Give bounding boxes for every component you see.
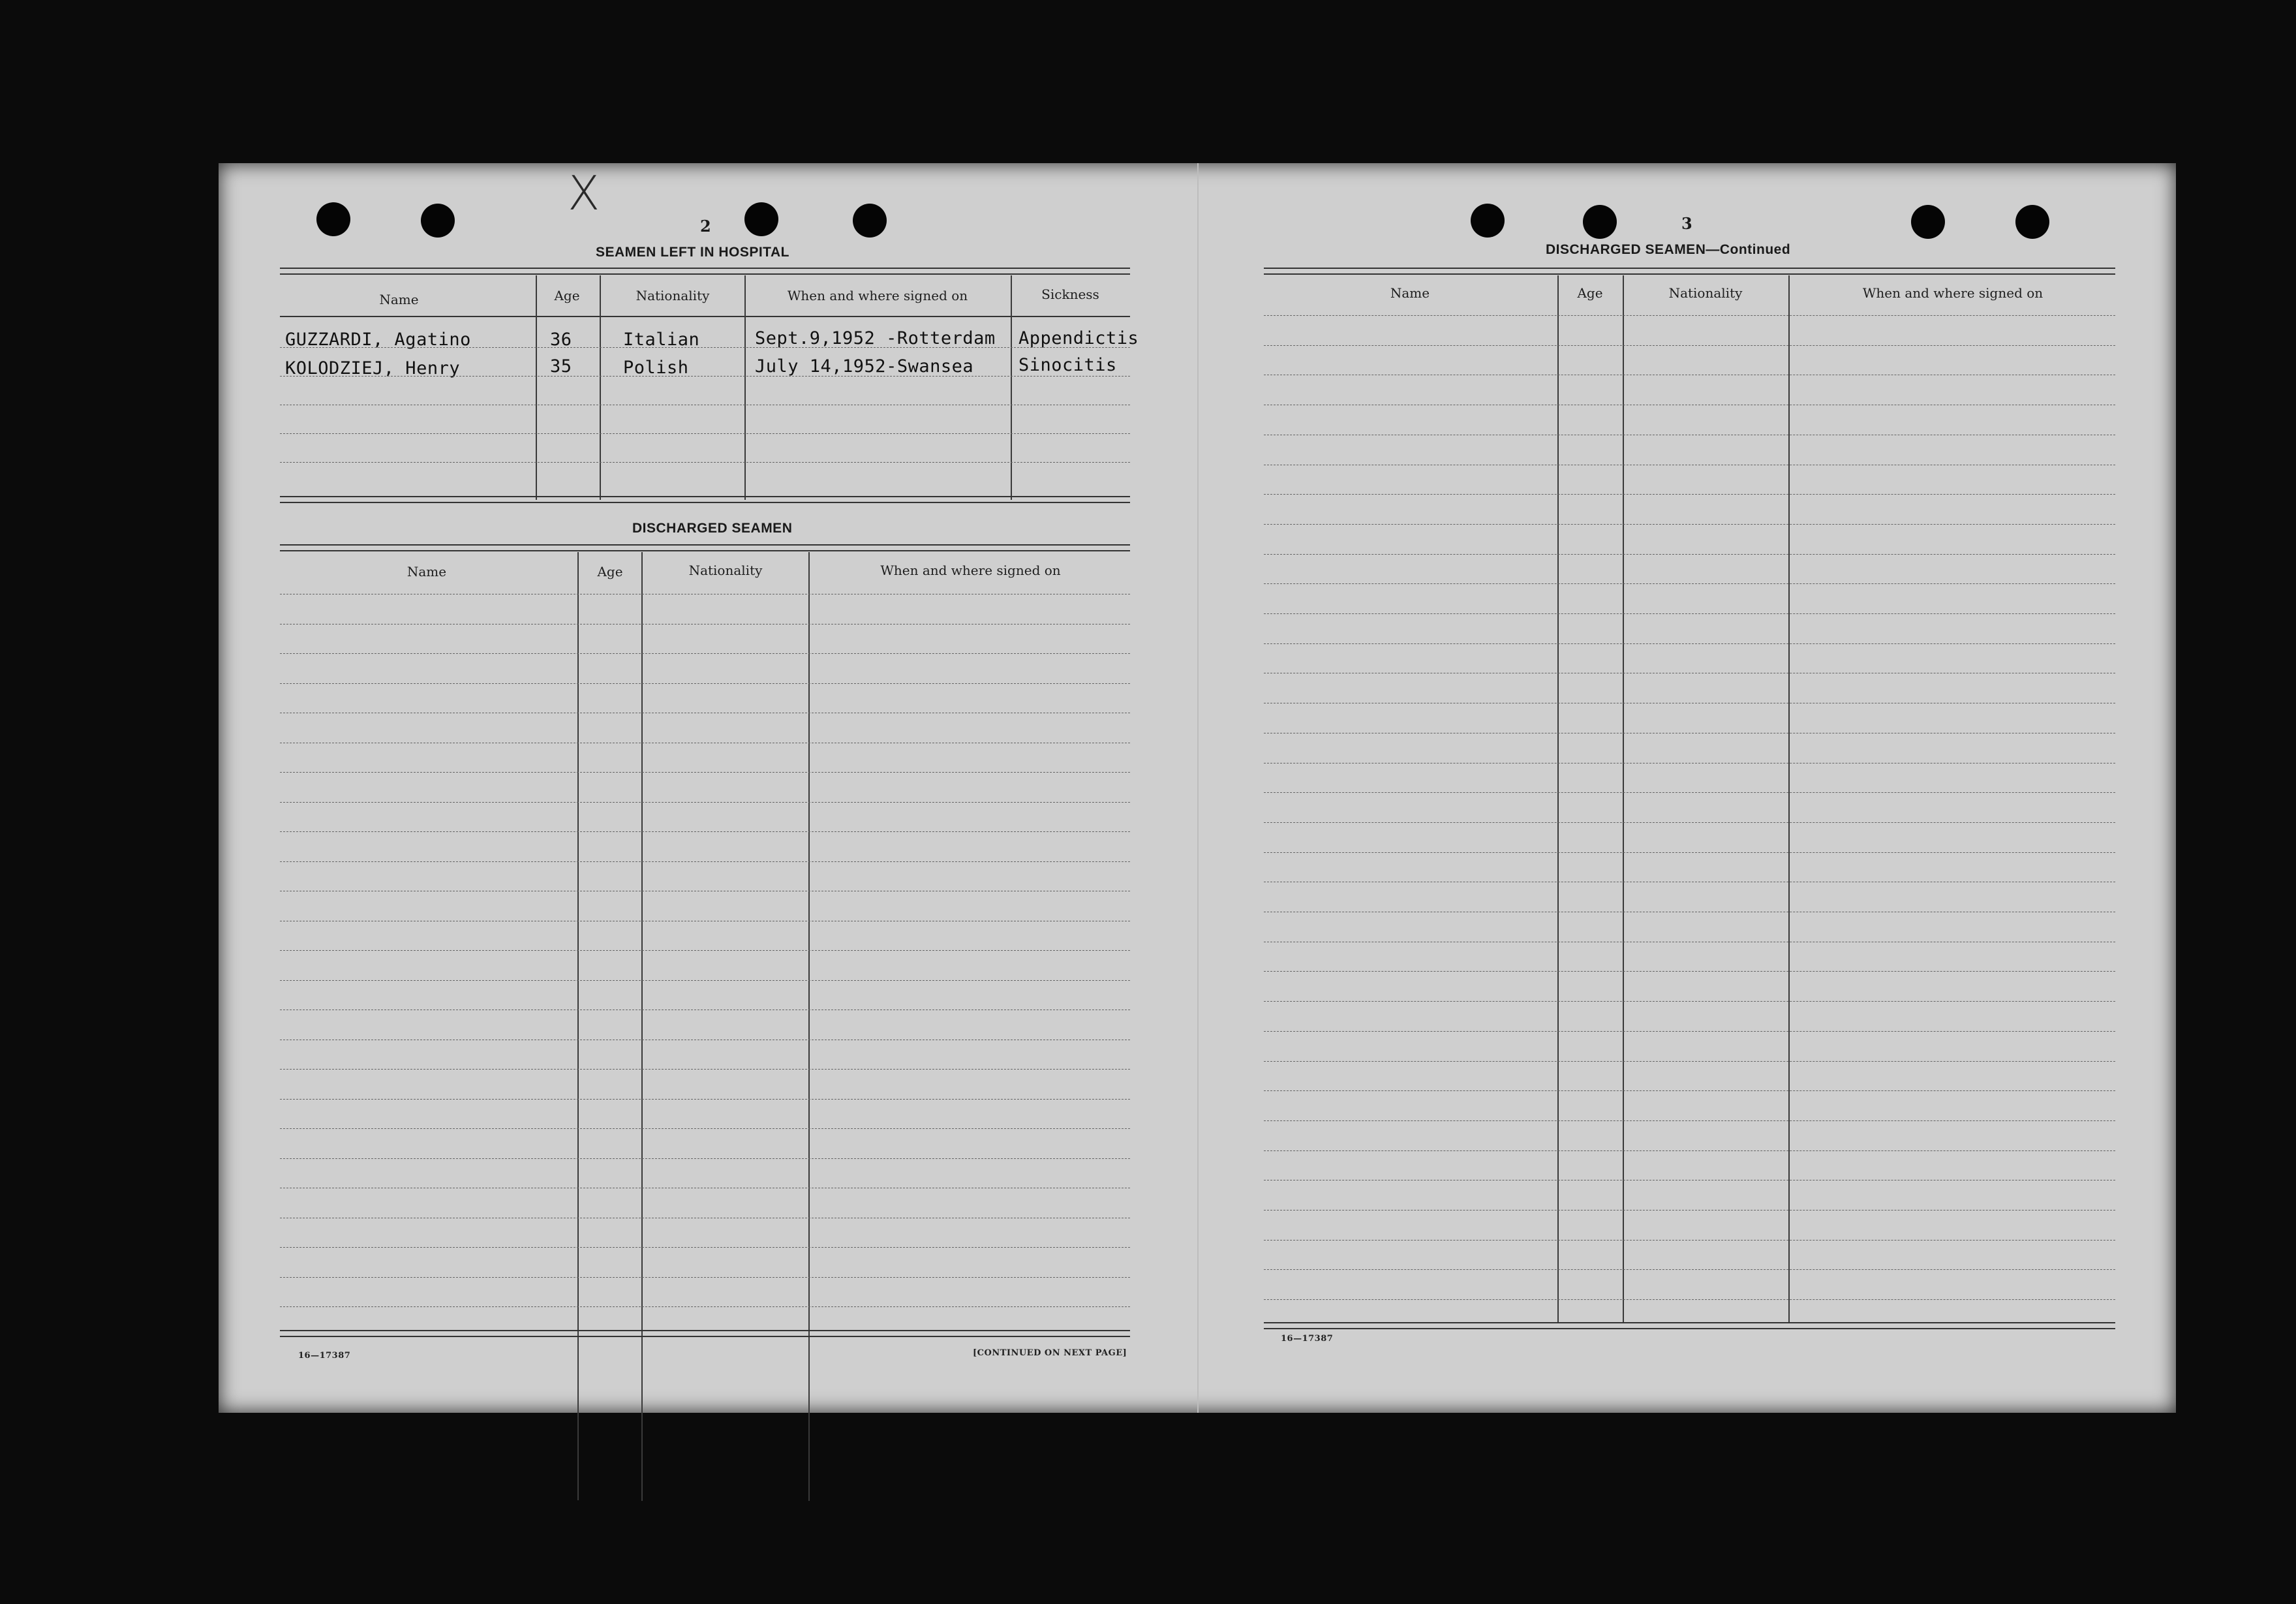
continued-row-line	[1264, 315, 2115, 316]
continued-row-line	[1264, 643, 2115, 644]
punch-hole	[421, 204, 455, 238]
continued-row-line	[1264, 554, 2115, 555]
punch-hole	[1583, 205, 1617, 239]
hospital-row-2-name: KOLODZIEJ, Henry	[285, 358, 461, 378]
punch-hole	[2015, 205, 2049, 239]
continued-row-line	[1264, 822, 2115, 823]
form-number-right: 16—17387	[1281, 1334, 1334, 1344]
hospital-row-line	[280, 347, 1130, 348]
hospital-row-2-age: 35	[550, 356, 572, 377]
discharged-row-line	[280, 980, 1130, 981]
hospital-col-divider	[744, 275, 746, 500]
continued-row-line	[1264, 1090, 2115, 1091]
hospital-col-divider	[600, 275, 601, 500]
discharged-col-divider	[641, 552, 643, 1501]
page-number-right: 3	[1681, 214, 1692, 233]
hospital-row-1-age: 36	[550, 330, 572, 350]
punch-hole	[744, 202, 778, 236]
continued-row-line	[1264, 1001, 2115, 1002]
hospital-bottom-rule	[280, 496, 1130, 503]
hospital-row-2-signed-on: July 14,1952-Swansea	[755, 356, 974, 377]
discharged-row-line	[280, 683, 1130, 684]
discharged-row-line	[280, 1128, 1130, 1129]
discharged-bottom-rule	[280, 1330, 1130, 1337]
discharged-continued-title-text: DISCHARGED SEAMEN—Continued	[1546, 242, 1791, 257]
discharged-row-line	[280, 861, 1130, 862]
continued-row-line	[1264, 613, 2115, 614]
document-sheet	[219, 163, 2176, 1413]
page-number-left: 2	[700, 217, 711, 236]
hospital-row-line	[280, 433, 1130, 434]
discharged-row-line	[280, 1306, 1130, 1307]
page-fold	[1197, 163, 1199, 1413]
hospital-col-divider	[536, 275, 537, 500]
discharged-header-rule	[280, 544, 1130, 551]
discharged-col-nationality: Nationality	[688, 563, 763, 578]
continued-row-line	[1264, 1299, 2115, 1300]
hospital-col-signed-on: When and where signed on	[787, 288, 968, 303]
continued-col-divider	[1557, 275, 1559, 1322]
continued-row-line	[1264, 971, 2115, 972]
punch-hole	[316, 202, 350, 236]
discharged-continued-title	[1546, 242, 1790, 258]
continued-row-line	[1264, 1240, 2115, 1241]
discharged-row-line	[280, 1277, 1130, 1278]
continued-header-rule	[1264, 268, 2115, 275]
hospital-row-line	[280, 376, 1130, 377]
continued-row-line	[1264, 1210, 2115, 1211]
handwritten-check-mark: X	[568, 166, 600, 221]
continued-row-line	[1264, 1120, 2115, 1121]
hospital-col-rule	[280, 316, 1130, 317]
discharged-row-line	[280, 624, 1130, 625]
form-number-left: 16—17387	[298, 1351, 351, 1361]
discharged-row-line	[280, 653, 1130, 654]
continued-row-line	[1264, 524, 2115, 525]
discharged-row-line	[280, 1099, 1130, 1100]
continued-col-divider	[1788, 275, 1790, 1322]
discharged-row-line	[280, 1247, 1130, 1248]
punch-hole	[1911, 205, 1945, 239]
continued-col-divider	[1623, 275, 1624, 1322]
hospital-row-2-sickness: Sinocitis	[1018, 355, 1117, 375]
discharged-col-signed-on: When and where signed on	[880, 563, 1061, 578]
punch-hole	[853, 204, 887, 238]
hospital-col-age: Age	[554, 288, 580, 303]
continued-row-line	[1264, 1031, 2115, 1032]
hospital-col-nationality: Nationality	[635, 288, 710, 303]
continued-row-line	[1264, 852, 2115, 853]
punch-hole	[1471, 204, 1505, 238]
continued-row-line	[1264, 345, 2115, 346]
continued-col-nationality: Nationality	[1668, 285, 1743, 301]
discharged-row-line	[280, 1069, 1130, 1070]
hospital-col-divider	[1011, 275, 1012, 500]
continued-row-line	[1264, 494, 2115, 495]
hospital-row-1-name: GUZZARDI, Agatino	[285, 330, 471, 350]
discharged-row-line	[280, 1158, 1130, 1159]
hospital-row-1-signed-on: Sept.9,1952 -Rotterdam	[755, 328, 996, 348]
continued-row-line	[1264, 792, 2115, 793]
continued-bottom-rule	[1264, 1322, 2115, 1329]
continued-note: [CONTINUED ON NEXT PAGE]	[973, 1348, 1127, 1358]
discharged-row-line	[280, 772, 1130, 773]
hospital-header-rule	[280, 268, 1130, 275]
hospital-col-sickness: Sickness	[1041, 286, 1099, 302]
discharged-row-line	[280, 950, 1130, 951]
hospital-row-2-nationality: Polish	[623, 358, 689, 378]
hospital-row-line	[280, 462, 1130, 463]
hospital-col-name: Name	[379, 292, 419, 307]
continued-col-age: Age	[1577, 285, 1603, 301]
continued-row-line	[1264, 1061, 2115, 1062]
discharged-row-line	[280, 802, 1130, 803]
continued-row-line	[1264, 1150, 2115, 1151]
continued-col-signed-on: When and where signed on	[1862, 285, 2043, 301]
discharged-col-divider	[577, 552, 579, 1500]
discharged-col-divider	[808, 552, 810, 1501]
discharged-row-line	[280, 831, 1130, 832]
continued-row-line	[1264, 1269, 2115, 1270]
discharged-col-age: Age	[597, 564, 623, 579]
continued-row-line	[1264, 583, 2115, 584]
discharged-col-name: Name	[406, 564, 447, 579]
hospital-row-1-nationality: Italian	[623, 330, 700, 350]
discharged-section-title: DISCHARGED SEAMEN	[632, 521, 793, 536]
continued-col-name: Name	[1390, 285, 1430, 301]
hospital-section-title: SEAMEN LEFT IN HOSPITAL	[596, 245, 789, 260]
hospital-row-1-sickness: Appendictis	[1018, 328, 1139, 348]
